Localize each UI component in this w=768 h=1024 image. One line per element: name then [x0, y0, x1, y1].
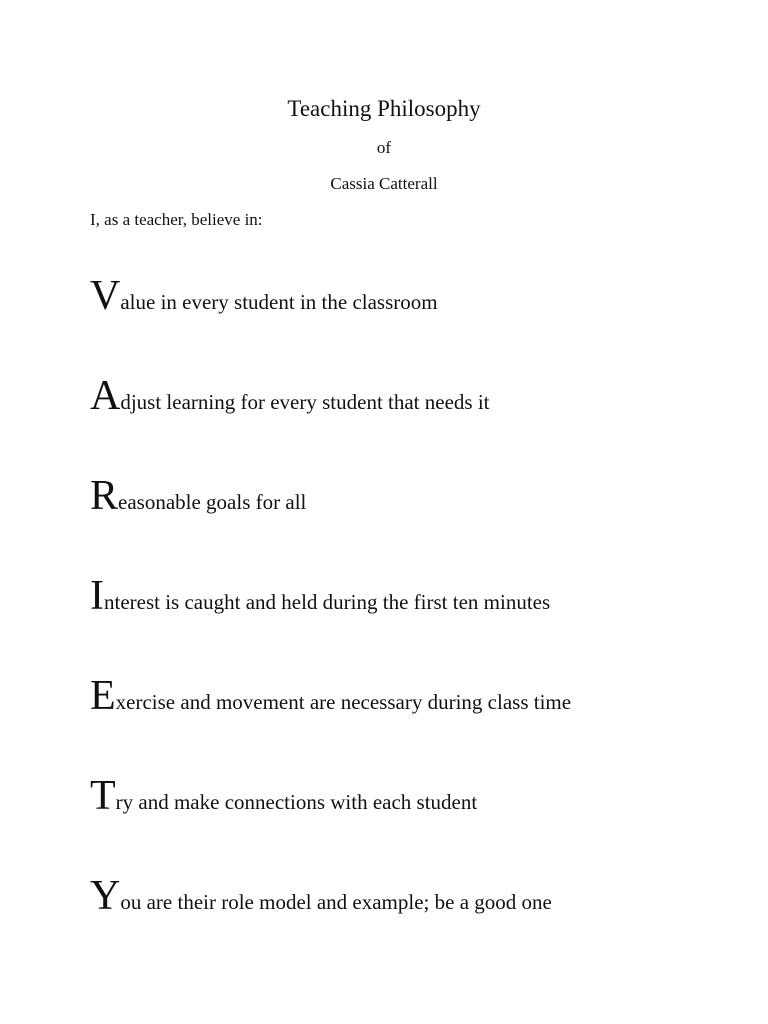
acrostic-text: nterest is caught and held during the first ten minutes [104, 590, 551, 614]
acrostic-initial: Y [90, 873, 121, 919]
acrostic-text: alue in every student in the classroom [120, 290, 438, 314]
acrostic-text: ou are their role model and example; be a good one [120, 890, 552, 914]
acrostic-line-reasonable [90, 474, 306, 524]
acrostic-initial: R [90, 473, 119, 519]
intro-statement: I, as a teacher, believe in: [90, 210, 263, 229]
acrostic-line-adjust [90, 374, 490, 424]
acrostic-text: djust learning for every student that needs it [120, 390, 490, 414]
acrostic-line-interest [90, 574, 550, 624]
acrostic-initial: E [90, 673, 116, 719]
acrostic-initial: A [90, 373, 121, 419]
title-connector: of [376, 138, 392, 157]
acrostic-line-you [90, 874, 552, 924]
acrostic-line-exercise [90, 674, 571, 724]
acrostic-line-value [90, 274, 438, 324]
acrostic-line-try [90, 774, 477, 824]
acrostic-initial: V [90, 273, 121, 319]
document-title: Teaching Philosophy [287, 96, 481, 121]
author-name: Cassia Catterall [330, 174, 438, 193]
acrostic-text: xercise and movement are necessary during class time [115, 690, 572, 714]
acrostic-text: ry and make connections with each student [115, 790, 478, 814]
acrostic-initial: T [90, 773, 116, 819]
acrostic-initial: I [90, 573, 104, 619]
acrostic-text: easonable goals for all [118, 490, 307, 514]
